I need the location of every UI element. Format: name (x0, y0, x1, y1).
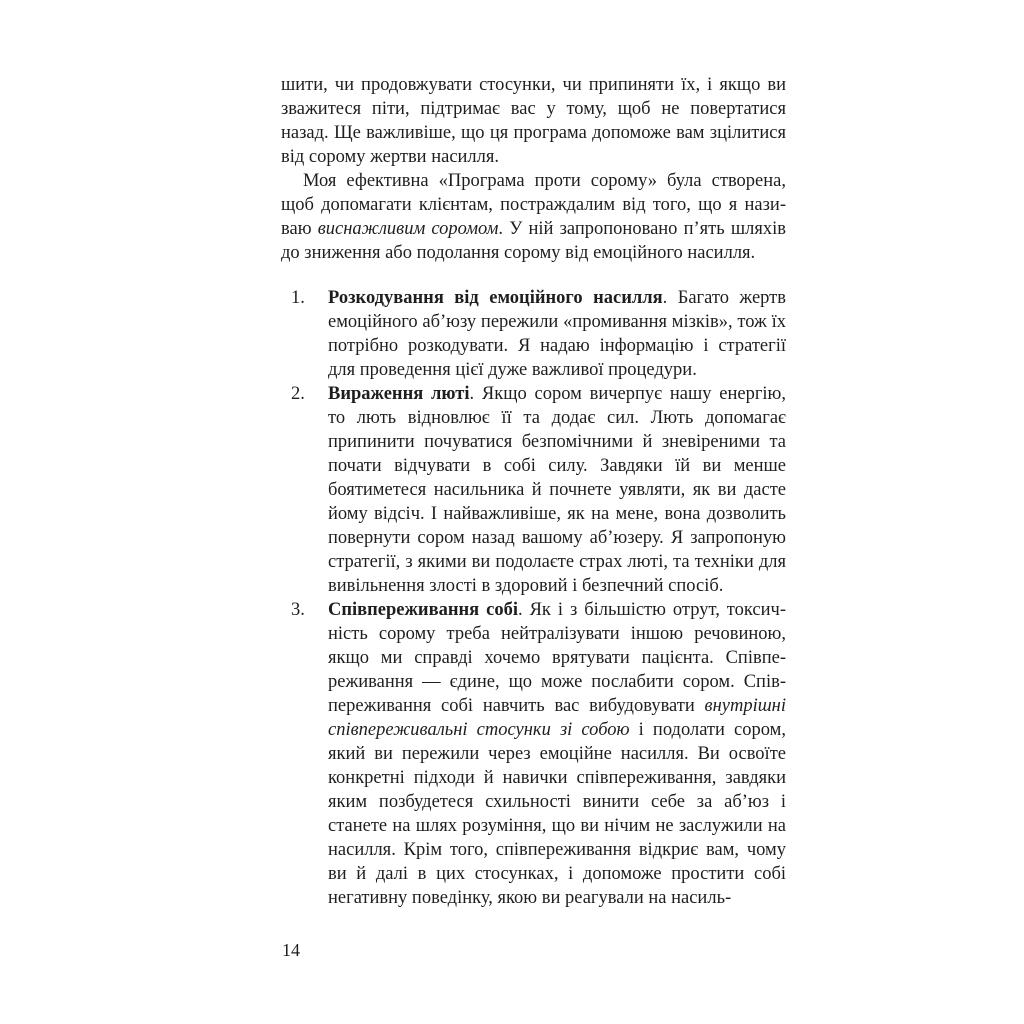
italic-run: внутрішні співпереживальні стосунки зі собою (328, 696, 786, 740)
text-run: Моя ефективна «Програма проти сорому» була створена, щоб допомагати клієнтам, постраждалим від того, що я називаю (281, 171, 786, 239)
item-marker: 3. (291, 600, 305, 620)
text-run: . Як і з більшістю отрут, токсичність сорому треба нейтралізувати іншою речовиною, якщо ми справді хочемо врятувати пацієнта. Співпереживання — єдине, що може послабити сором. Співпереживання собі навчить вас вибудовувати (328, 600, 786, 716)
item-heading: Вираження люті (328, 384, 470, 404)
text-run: . Багато жертв емоційного аб’юзу пережили «промивання мізків», тож їх потрібно розкодувати. Я надаю інформацію і стратегії для проведення цієї дуже важливої процедури. (328, 288, 786, 380)
item-marker: 1. (291, 288, 305, 308)
item-body (328, 384, 786, 596)
item-heading: Співпереживання собі (328, 600, 518, 620)
numbered-list (281, 286, 786, 910)
italic-run: виснажливим соромом (317, 219, 499, 239)
list-item-3 (281, 598, 786, 910)
text-run: шити, чи продовжувати стосунки, чи припиняти їх, і якщо ви зважитеся піти, підтримає вас у тому, щоб не повертатися назад. Ще важливіше, що ця програма допоможе вам зцілитися від сорому жертви насилля. (281, 75, 786, 167)
item-body (328, 600, 786, 908)
list-item-1 (281, 286, 786, 382)
text-run: і подолати сором, який ви пережили через емоційне насилля. Ви освоїте конкретні підходи й навички співпереживання, завдяки яким позбудетеся схильності винити себе за аб’юз і станете на шлях розуміння, що ви нічим не заслужили на насилля. Крім того, співпереживання відкриє вам, чому ви й далі в цих стосунках, і допоможе простити собі негативну поведінку, якою ви реагували на насиль- (328, 720, 786, 908)
paragraph-continuation (281, 73, 786, 169)
list-item-2 (281, 382, 786, 598)
item-heading: Розкодування від емоційного насилля (328, 288, 663, 308)
item-marker: 2. (291, 384, 305, 404)
item-body (328, 288, 786, 380)
text-run: . Якщо сором вичерпує нашу енергію, то лють відновлює її та додає сил. Лють допомагає припинити почуватися безпомічними й зневіреними та почати відчувати в собі силу. Завдяки їй ви менше боятиметеся насильника й почнете уявляти, як ви дасте йому відсіч. І найважливіше, як на мене, вона дозволить повернути сором назад вашому аб’юзеру. Я запропоную стратегії, з якими ви подолаєте страх люті, та техніки для вивільнення злості в здоровий і безпечний спосіб. (328, 384, 787, 596)
paragraph-program-intro (281, 169, 786, 265)
page-number: 14 (282, 940, 300, 960)
page-body (281, 73, 786, 910)
text-run: . У ній запропоновано п’ять шляхів до зниження або подолання сорому від емоційного насилля. (281, 219, 786, 263)
